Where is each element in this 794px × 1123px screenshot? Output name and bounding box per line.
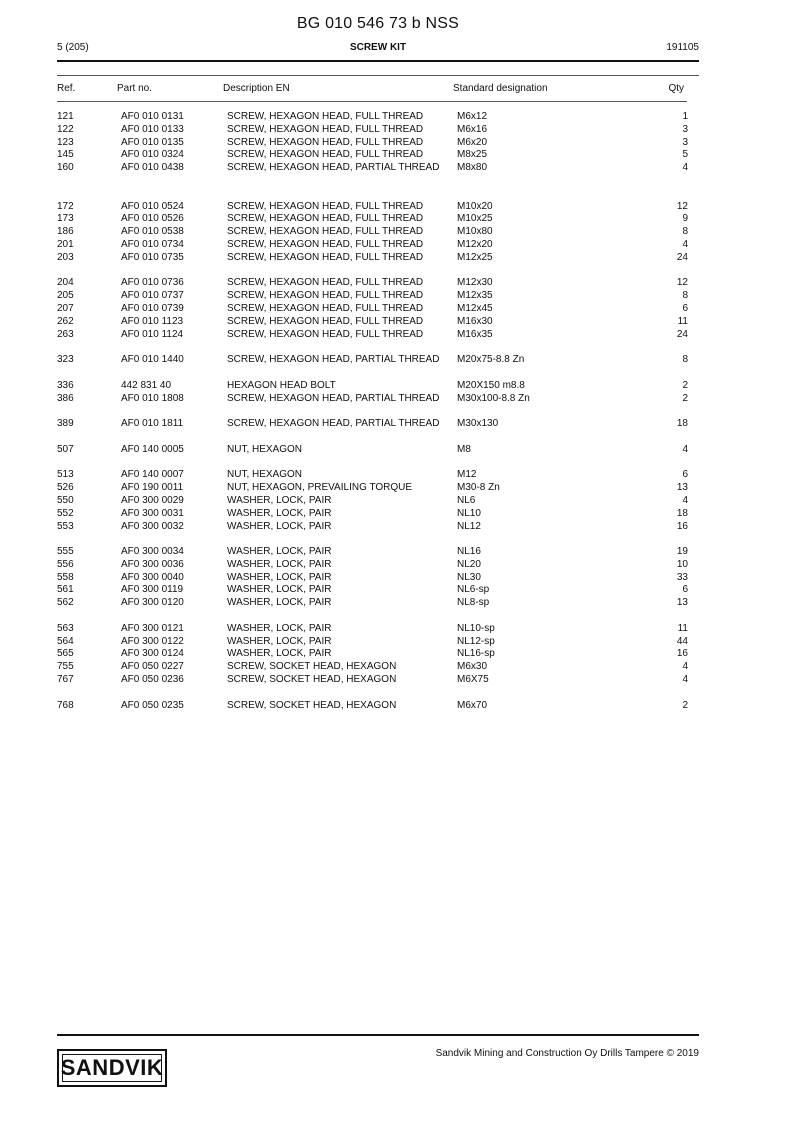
row-ref: 564 <box>57 635 74 647</box>
table-row <box>0 597 794 610</box>
table-row <box>0 226 794 239</box>
row-standard: NL8-sp <box>457 597 490 609</box>
row-quantity: 4 <box>682 661 688 673</box>
row-part-number: AF0 010 0438 <box>121 162 184 174</box>
row-description: WASHER, LOCK, PAIR <box>227 507 332 519</box>
table-row <box>0 201 794 214</box>
row-quantity: 12 <box>676 200 688 212</box>
table-row <box>0 380 794 393</box>
table-row <box>0 572 794 585</box>
row-standard: NL16 <box>457 546 481 558</box>
row-standard: NL12 <box>457 520 481 532</box>
row-quantity: 3 <box>682 136 688 148</box>
row-part-number: AF0 140 0007 <box>121 469 184 481</box>
row-standard: M20x75-8.8 Zn <box>457 354 525 366</box>
row-ref: 122 <box>57 123 74 135</box>
table-row <box>0 636 794 649</box>
row-description: SCREW, HEXAGON HEAD, FULL THREAD <box>227 302 424 314</box>
copyright-text: Sandvik Mining and Construction Oy Drills Tampere © 2019 <box>435 1048 699 1059</box>
row-description: NUT, HEXAGON <box>227 469 303 481</box>
table-row <box>0 162 794 188</box>
row-part-number: AF0 300 0036 <box>121 558 184 570</box>
row-part-number: AF0 010 1123 <box>121 315 184 327</box>
row-standard: M10x25 <box>457 213 493 225</box>
row-standard: M10x80 <box>457 226 493 238</box>
row-description: SCREW, HEXAGON HEAD, FULL THREAD <box>227 251 424 263</box>
row-description: HEXAGON HEAD BOLT <box>227 379 336 391</box>
row-quantity: 18 <box>676 507 688 519</box>
row-standard: M12x45 <box>457 302 493 314</box>
row-standard: M12x20 <box>457 238 493 250</box>
row-part-number: AF0 300 0121 <box>121 622 184 634</box>
row-ref: 561 <box>57 584 74 596</box>
row-description: SCREW, SOCKET HEAD, HEXAGON <box>227 661 397 673</box>
row-standard: NL6 <box>457 494 476 506</box>
row-ref: 552 <box>57 507 74 519</box>
row-standard: M6x20 <box>457 136 488 148</box>
row-quantity: 6 <box>682 469 688 481</box>
row-quantity: 4 <box>682 674 688 686</box>
row-standard: M6x12 <box>457 111 488 122</box>
row-description: SCREW, HEXAGON HEAD, FULL THREAD <box>227 213 424 225</box>
row-ref: 207 <box>57 302 74 314</box>
column-header-desc: Description EN <box>223 83 290 94</box>
row-description: NUT, HEXAGON <box>227 443 303 455</box>
row-description: SCREW, HEXAGON HEAD, FULL THREAD <box>227 200 424 212</box>
row-quantity: 2 <box>682 392 688 404</box>
row-part-number: AF0 300 0124 <box>121 648 184 660</box>
row-description: NUT, HEXAGON, PREVAILING TORQUE <box>227 482 413 494</box>
table-row <box>0 137 794 150</box>
row-part-number: AF0 010 1440 <box>121 354 184 366</box>
row-quantity: 6 <box>682 302 688 314</box>
table-row <box>0 648 794 661</box>
table-row <box>0 674 794 687</box>
row-part-number: AF0 010 1124 <box>121 328 184 340</box>
table-row <box>0 700 794 713</box>
row-ref: 767 <box>57 674 74 686</box>
table-row <box>0 469 794 482</box>
row-standard: M30x130 <box>457 418 499 430</box>
row-part-number: AF0 010 1811 <box>121 418 184 430</box>
sandvik-logo <box>57 1049 167 1087</box>
table-row <box>0 661 794 674</box>
table-row <box>0 316 794 329</box>
row-quantity: 11 <box>677 315 688 327</box>
row-ref: 755 <box>57 661 74 673</box>
row-standard: NL10-sp <box>457 622 495 634</box>
row-description: SCREW, SOCKET HEAD, HEXAGON <box>227 699 397 711</box>
row-description: SCREW, HEXAGON HEAD, FULL THREAD <box>227 328 424 340</box>
row-standard: M12x25 <box>457 251 493 263</box>
row-part-number: AF0 190 0011 <box>121 482 184 494</box>
row-ref: 186 <box>57 226 74 238</box>
table-row <box>0 444 794 457</box>
table-row <box>0 559 794 572</box>
row-ref: 160 <box>57 162 74 174</box>
row-ref: 550 <box>57 494 74 506</box>
row-standard: NL20 <box>457 558 481 570</box>
row-description: SCREW, SOCKET HEAD, HEXAGON <box>227 674 397 686</box>
row-part-number: AF0 010 0734 <box>121 238 184 250</box>
row-ref: 768 <box>57 699 74 711</box>
row-quantity: 13 <box>676 482 688 494</box>
table-row <box>0 329 794 342</box>
column-header-std: Standard designation <box>453 83 548 94</box>
table-row <box>0 213 794 226</box>
row-quantity: 16 <box>676 648 688 660</box>
row-description: SCREW, HEXAGON HEAD, FULL THREAD <box>227 277 424 289</box>
row-quantity: 4 <box>682 162 688 174</box>
row-quantity: 4 <box>682 494 688 506</box>
row-description: SCREW, HEXAGON HEAD, FULL THREAD <box>227 123 424 135</box>
row-ref: 555 <box>57 546 74 558</box>
column-header-part: Part no. <box>117 83 153 94</box>
row-description: WASHER, LOCK, PAIR <box>227 546 332 558</box>
row-standard: M20X150 m8.8 <box>457 379 525 391</box>
table-row <box>0 149 794 162</box>
row-part-number: AF0 010 0526 <box>121 213 184 225</box>
row-quantity: 5 <box>682 149 688 161</box>
row-part-number: AF0 300 0040 <box>121 571 184 583</box>
table-row <box>0 303 794 316</box>
row-quantity: 18 <box>676 418 688 430</box>
row-standard: M16x35 <box>457 328 493 340</box>
row-description: SCREW, HEXAGON HEAD, PARTIAL THREAD <box>227 354 440 366</box>
row-quantity: 19 <box>676 546 688 558</box>
table-row <box>0 111 794 124</box>
row-part-number: AF0 300 0031 <box>121 507 184 519</box>
document-date: 191105 <box>666 42 699 53</box>
row-quantity: 24 <box>676 251 688 263</box>
row-quantity: 2 <box>682 379 688 391</box>
row-standard: M12x35 <box>457 290 493 302</box>
row-description: WASHER, LOCK, PAIR <box>227 622 332 634</box>
row-ref: 526 <box>57 482 74 494</box>
row-part-number: AF0 140 0005 <box>121 443 184 455</box>
row-ref: 386 <box>57 392 74 404</box>
row-quantity: 44 <box>676 635 688 647</box>
row-quantity: 8 <box>682 226 688 238</box>
row-part-number: AF0 050 0236 <box>121 674 184 686</box>
table-row <box>0 546 794 559</box>
document-title: BG 010 546 73 b NSS <box>296 15 460 32</box>
row-standard: NL12-sp <box>457 635 495 647</box>
table-row <box>0 290 794 303</box>
row-description: WASHER, LOCK, PAIR <box>227 494 332 506</box>
column-header-bottom-rule <box>57 101 687 102</box>
row-quantity: 6 <box>682 584 688 596</box>
row-part-number: AF0 300 0029 <box>121 494 184 506</box>
table-row <box>0 239 794 252</box>
table-row <box>0 495 794 508</box>
row-ref: 558 <box>57 571 74 583</box>
table-row <box>0 418 794 444</box>
row-part-number: AF0 010 0736 <box>121 277 184 289</box>
document-label: SCREW KIT <box>349 42 407 53</box>
row-part-number: AF0 010 0131 <box>121 111 184 122</box>
row-description: WASHER, LOCK, PAIR <box>227 597 332 609</box>
row-part-number: AF0 300 0034 <box>121 546 184 558</box>
parts-table <box>0 111 794 712</box>
row-description: WASHER, LOCK, PAIR <box>227 648 332 660</box>
row-part-number: AF0 300 0120 <box>121 597 184 609</box>
row-standard: M8x80 <box>457 162 488 174</box>
row-standard: M6x30 <box>457 661 488 673</box>
row-quantity: 13 <box>676 597 688 609</box>
row-quantity: 11 <box>677 622 688 634</box>
header-divider <box>57 60 699 62</box>
row-ref: 204 <box>57 277 74 289</box>
row-quantity: 2 <box>682 699 688 711</box>
table-row <box>0 508 794 521</box>
row-part-number: AF0 050 0235 <box>121 699 184 711</box>
row-part-number: AF0 050 0227 <box>121 661 184 673</box>
row-ref: 205 <box>57 290 74 302</box>
row-ref: 203 <box>57 251 74 263</box>
row-quantity: 3 <box>682 123 688 135</box>
row-standard: M30x100-8.8 Zn <box>457 392 530 404</box>
row-ref: 563 <box>57 622 74 634</box>
row-ref: 389 <box>57 418 74 430</box>
row-description: SCREW, HEXAGON HEAD, FULL THREAD <box>227 136 424 148</box>
row-description: SCREW, HEXAGON HEAD, FULL THREAD <box>227 226 424 238</box>
row-quantity: 16 <box>676 520 688 532</box>
row-description: SCREW, HEXAGON HEAD, FULL THREAD <box>227 111 424 122</box>
row-ref: 263 <box>57 328 74 340</box>
row-standard: NL6-sp <box>457 584 490 596</box>
row-ref: 323 <box>57 354 74 366</box>
row-ref: 513 <box>57 469 74 481</box>
row-description: WASHER, LOCK, PAIR <box>227 520 332 532</box>
row-part-number: AF0 010 0735 <box>121 251 184 263</box>
row-quantity: 8 <box>682 354 688 366</box>
table-row <box>0 354 794 380</box>
row-part-number: AF0 010 0133 <box>121 123 184 135</box>
row-part-number: AF0 010 0739 <box>121 302 184 314</box>
row-quantity: 4 <box>682 443 688 455</box>
row-description: SCREW, HEXAGON HEAD, FULL THREAD <box>227 290 424 302</box>
row-description: WASHER, LOCK, PAIR <box>227 558 332 570</box>
row-ref: 565 <box>57 648 74 660</box>
row-standard: M8x25 <box>457 149 488 161</box>
row-part-number: AF0 010 1808 <box>121 392 184 404</box>
row-description: SCREW, HEXAGON HEAD, FULL THREAD <box>227 315 424 327</box>
row-ref: 121 <box>57 111 74 122</box>
row-ref: 201 <box>57 238 74 250</box>
row-quantity: 9 <box>682 213 688 225</box>
row-ref: 507 <box>57 443 74 455</box>
row-description: SCREW, HEXAGON HEAD, FULL THREAD <box>227 149 424 161</box>
row-quantity: 12 <box>676 277 688 289</box>
row-part-number: AF0 300 0032 <box>121 520 184 532</box>
column-header-qty: Qty <box>668 83 684 94</box>
table-row <box>0 393 794 419</box>
row-standard: M16x30 <box>457 315 493 327</box>
table-row <box>0 482 794 495</box>
row-standard: M12x30 <box>457 277 493 289</box>
logo-text: SANDVIK <box>60 1055 164 1080</box>
row-part-number: AF0 010 0324 <box>121 149 184 161</box>
row-part-number: AF0 010 0135 <box>121 136 184 148</box>
row-ref: 145 <box>57 149 74 161</box>
row-ref: 123 <box>57 136 74 148</box>
row-quantity: 8 <box>682 290 688 302</box>
row-description: SCREW, HEXAGON HEAD, PARTIAL THREAD <box>227 162 440 174</box>
table-row <box>0 521 794 534</box>
row-standard: M6x70 <box>457 699 488 711</box>
row-ref: 173 <box>57 213 74 225</box>
row-quantity: 4 <box>682 238 688 250</box>
row-standard: M10x20 <box>457 200 493 212</box>
row-ref: 262 <box>57 315 74 327</box>
row-ref: 562 <box>57 597 74 609</box>
row-standard: NL16-sp <box>457 648 495 660</box>
column-header-top-rule <box>57 75 699 76</box>
row-standard: M30-8 Zn <box>457 482 500 494</box>
table-row <box>0 277 794 290</box>
row-description: SCREW, HEXAGON HEAD, PARTIAL THREAD <box>227 392 440 404</box>
row-standard: M6X75 <box>457 674 489 686</box>
row-standard: NL10 <box>457 507 481 519</box>
row-description: SCREW, HEXAGON HEAD, FULL THREAD <box>227 238 424 250</box>
table-row <box>0 584 794 597</box>
row-standard: M12 <box>457 469 477 481</box>
row-standard: M6x16 <box>457 123 488 135</box>
row-ref: 336 <box>57 379 74 391</box>
row-description: WASHER, LOCK, PAIR <box>227 635 332 647</box>
footer-divider <box>57 1034 699 1036</box>
row-description: SCREW, HEXAGON HEAD, PARTIAL THREAD <box>227 418 440 430</box>
row-part-number: AF0 010 0538 <box>121 226 184 238</box>
row-description: WASHER, LOCK, PAIR <box>227 571 332 583</box>
row-part-number: AF0 010 0524 <box>121 200 184 212</box>
row-quantity: 33 <box>676 571 688 583</box>
row-part-number: AF0 300 0122 <box>121 635 184 647</box>
row-standard: NL30 <box>457 571 481 583</box>
row-ref: 172 <box>57 200 74 212</box>
row-quantity: 1 <box>682 111 688 122</box>
row-standard: M8 <box>457 443 471 455</box>
table-row <box>0 124 794 137</box>
row-quantity: 24 <box>676 328 688 340</box>
row-part-number: AF0 300 0119 <box>121 584 184 596</box>
page-number: 5 (205) <box>57 42 89 53</box>
row-part-number: AF0 010 0737 <box>121 290 184 302</box>
table-row <box>0 623 794 636</box>
table-row <box>0 252 794 265</box>
row-ref: 553 <box>57 520 74 532</box>
row-part-number: 442 831 40 <box>121 379 172 391</box>
row-ref: 556 <box>57 558 74 570</box>
column-header-ref: Ref. <box>57 83 76 94</box>
row-quantity: 10 <box>676 558 688 570</box>
row-description: WASHER, LOCK, PAIR <box>227 584 332 596</box>
